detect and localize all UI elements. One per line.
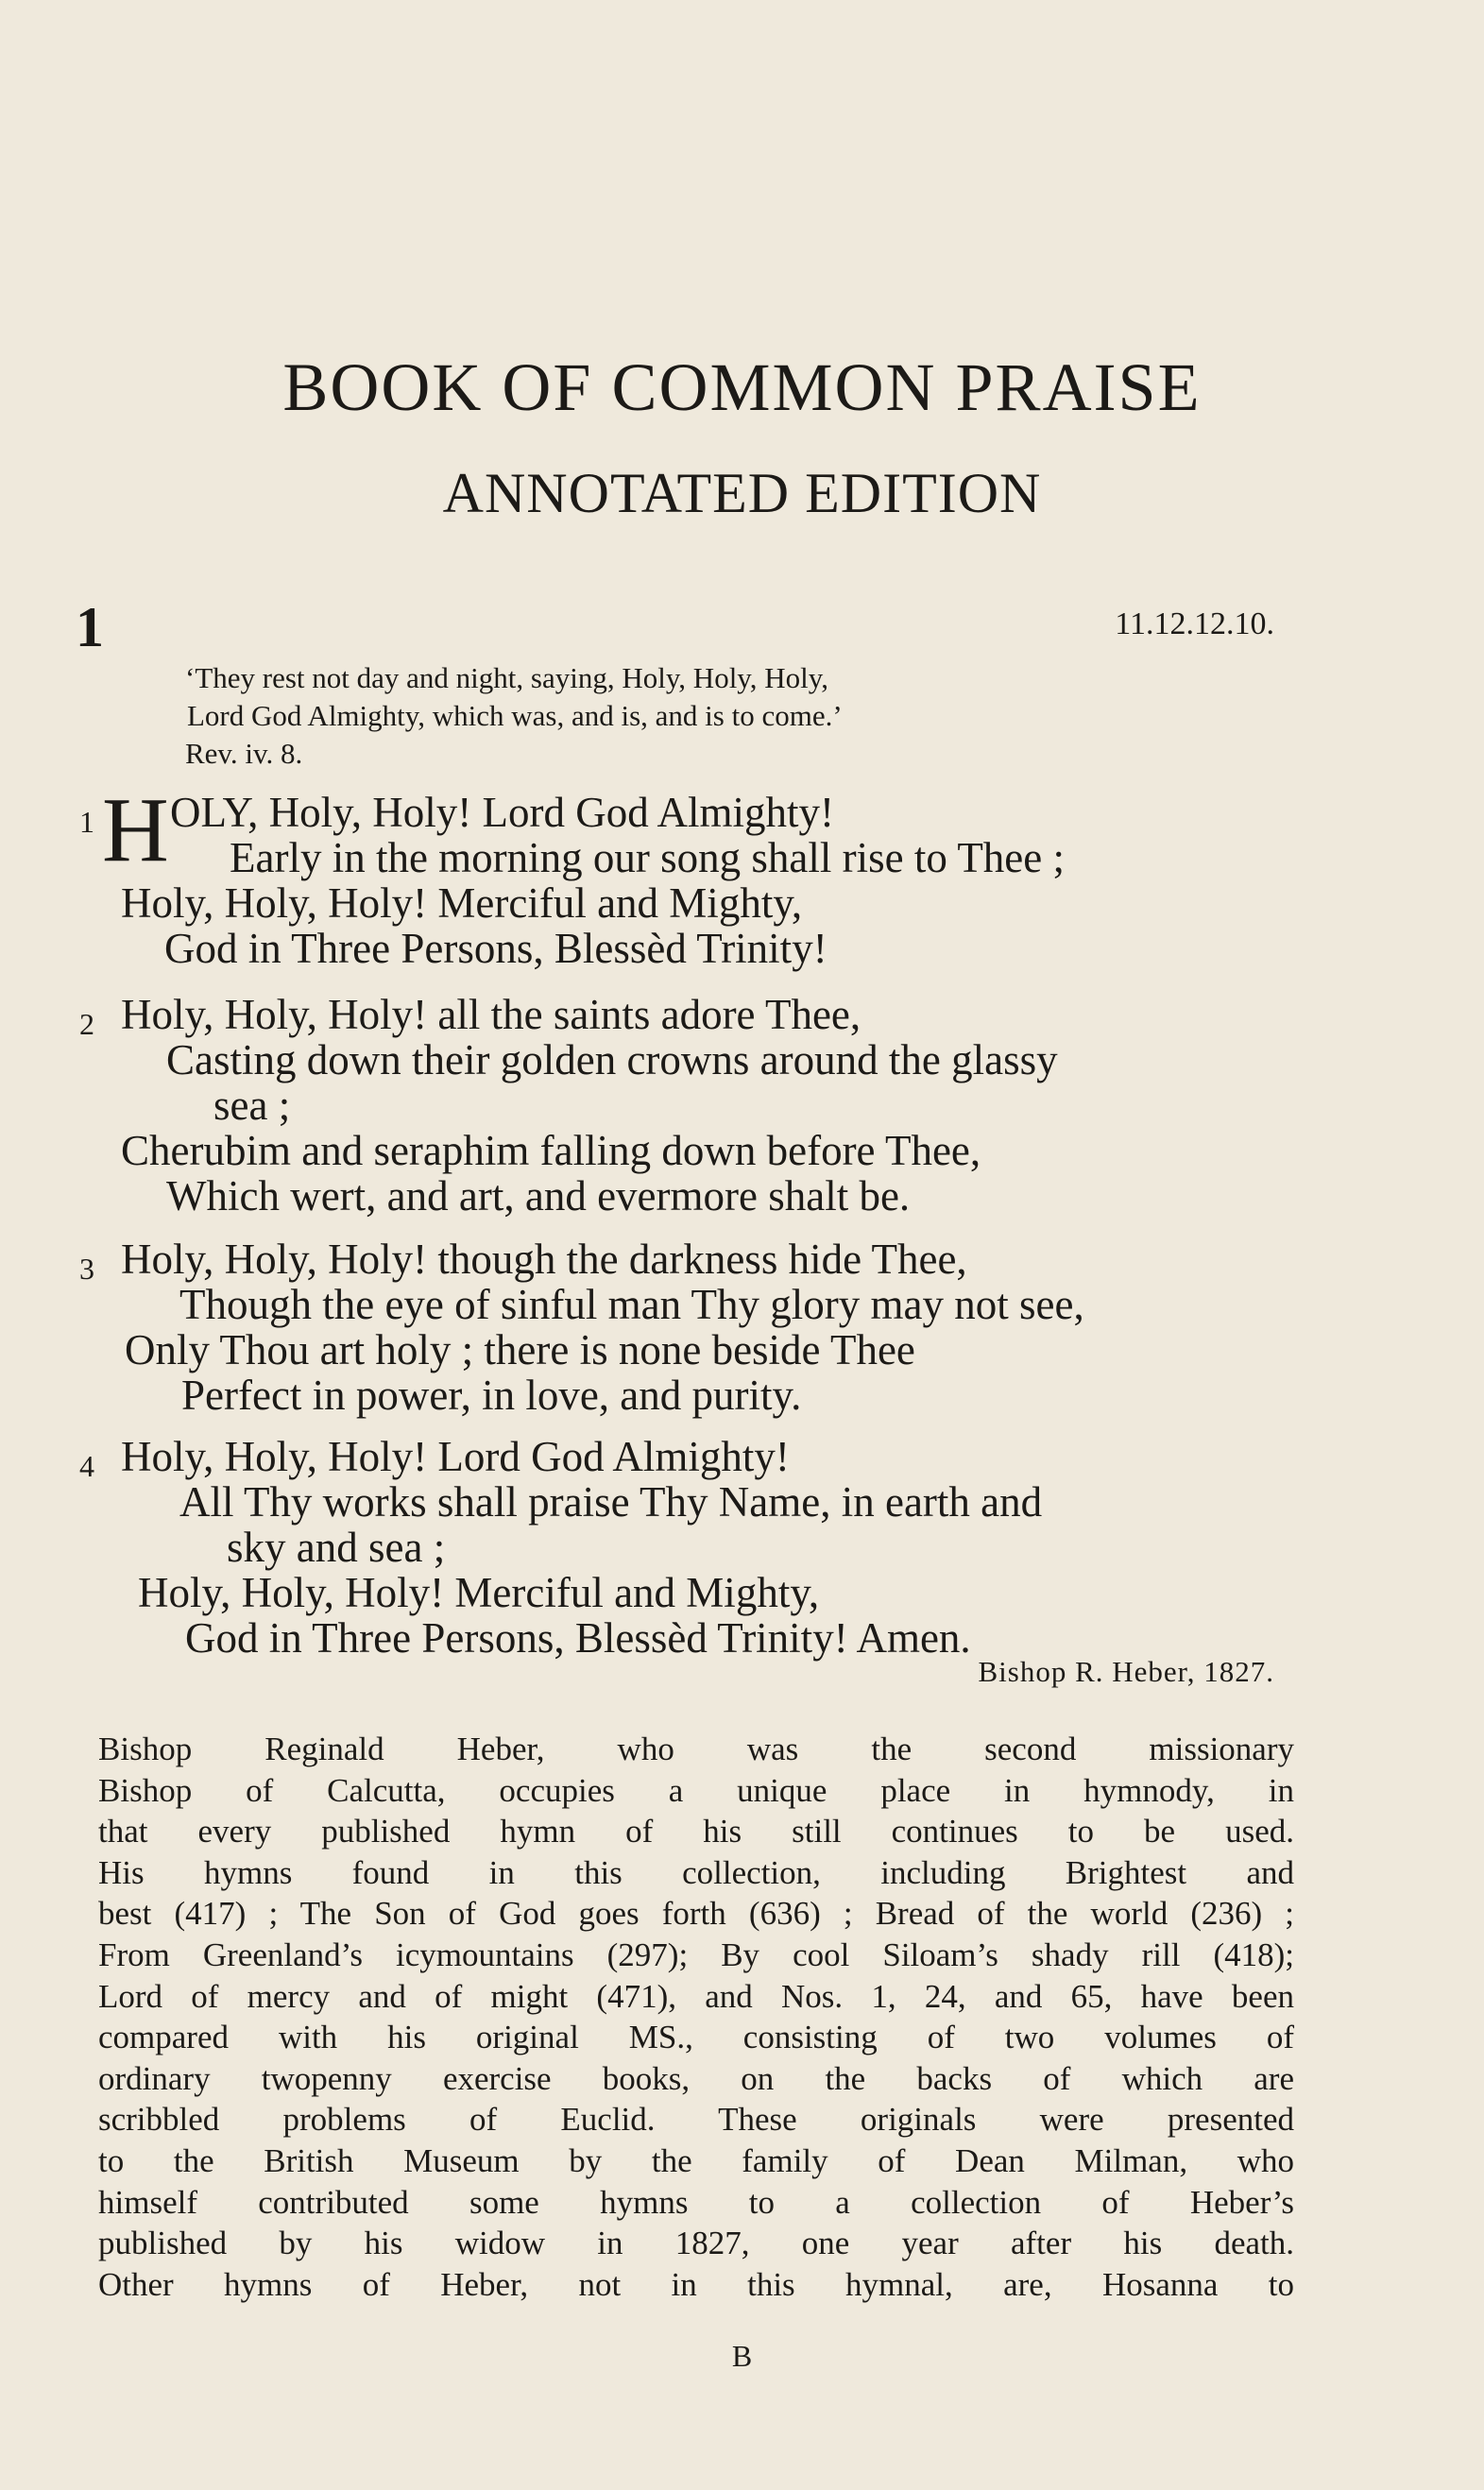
- note-line: himself contributed some hymns to a collection of Heber’s: [98, 2183, 1294, 2221]
- verse-number: 1: [79, 805, 94, 839]
- verse-line: Holy, Holy, Holy! Merciful and Mighty,: [138, 1569, 820, 1616]
- page-title: BOOK OF COMMON PRAISE: [282, 350, 1202, 425]
- note-line: scribbled problems of Euclid. These originals were presented: [98, 2101, 1294, 2139]
- verse-line: Holy, Holy, Holy! Lord God Almighty!: [121, 1433, 790, 1480]
- note-line: that every published hymn of his still continues to be used.: [98, 1813, 1294, 1850]
- verse-line: sea ;: [213, 1082, 291, 1129]
- note-line: published by his widow in 1827, one year after his death.: [98, 2225, 1294, 2262]
- attribution: Bishop R. Heber, 1827.: [978, 1655, 1274, 1688]
- note-line: compared with his original MS., consisting of two volumes of: [98, 2019, 1294, 2056]
- note-line: Bishop Reginald Heber, who was the second missionary: [98, 1731, 1294, 1767]
- verse-line: Which wert, and art, and evermore shalt be.: [166, 1172, 911, 1219]
- verse-line: All Thy works shall praise Thy Name, in earth and: [179, 1478, 1043, 1526]
- page-subtitle: ANNOTATED EDITION: [442, 462, 1042, 524]
- drop-cap: H: [102, 779, 169, 881]
- verse-line: sky and sea ;: [227, 1524, 446, 1571]
- verse-line: Casting down their golden crowns around the glassy: [166, 1036, 1058, 1083]
- signature-mark: B: [731, 2339, 753, 2373]
- verse-line: Perfect in power, in love, and purity.: [181, 1372, 802, 1419]
- verse-line: Holy, Holy, Holy! though the darkness hide Thee,: [121, 1236, 967, 1283]
- verse-number: 2: [79, 1007, 94, 1041]
- verse-number: 3: [79, 1252, 94, 1286]
- epigraph: [185, 659, 1271, 773]
- note-line: Lord of mercy and of might (471), and Nos. 1, 24, and 65, have been: [98, 1977, 1294, 2015]
- epigraph-line: Lord God Almighty, which was, and is, and is to come.’: [187, 699, 843, 732]
- note-line: Other hymns of Heber, not in this hymnal, are, Hosanna to: [98, 2265, 1294, 2303]
- verse-line: Holy, Holy, Holy! Merciful and Mighty,: [121, 879, 803, 927]
- note-line: From Greenland’s icymountains (297); By cool Siloam’s shady rill (418);: [98, 1936, 1294, 1973]
- verse-line: God in Three Persons, Blessèd Trinity!: [164, 925, 827, 972]
- hymn-number: 1: [76, 596, 104, 658]
- hymn-meter: 11.12.12.10.: [1115, 606, 1274, 641]
- verse-line: Though the eye of sinful man Thy glory may not see,: [179, 1281, 1084, 1328]
- verse-line: OLY, Holy, Holy! Lord God Almighty!: [170, 789, 834, 836]
- epigraph-line: ‘They rest not day and night, saying, Holy, Holy, Holy,: [185, 661, 829, 694]
- verse-line: God in Three Persons, Blessèd Trinity! Amen.: [185, 1614, 971, 1662]
- epigraph-line: Rev. iv. 8.: [185, 737, 303, 770]
- verse-line: Cherubim and seraphim falling down before Thee,: [121, 1127, 981, 1174]
- annotation-note: [98, 1729, 1294, 2305]
- note-line: ordinary twopenny exercise books, on the backs of which are: [98, 2059, 1294, 2097]
- note-line: His hymns found in this collection, including Brightest and: [98, 1853, 1294, 1891]
- verse-line: Early in the morning our song shall rise to Thee ;: [230, 834, 1066, 881]
- note-line: best (417) ; The Son of God goes forth (636) ; Bread of the world (236) ;: [98, 1895, 1294, 1933]
- verse-number: 4: [79, 1449, 94, 1483]
- verse-line: Only Thou art holy ; there is none beside Thee: [125, 1326, 915, 1373]
- note-line: Bishop of Calcutta, occupies a unique place in hymnody, in: [98, 1771, 1294, 1809]
- note-line: to the British Museum by the family of Dean Milman, who: [98, 2141, 1294, 2179]
- verse-line: Holy, Holy, Holy! all the saints adore Thee,: [121, 991, 861, 1038]
